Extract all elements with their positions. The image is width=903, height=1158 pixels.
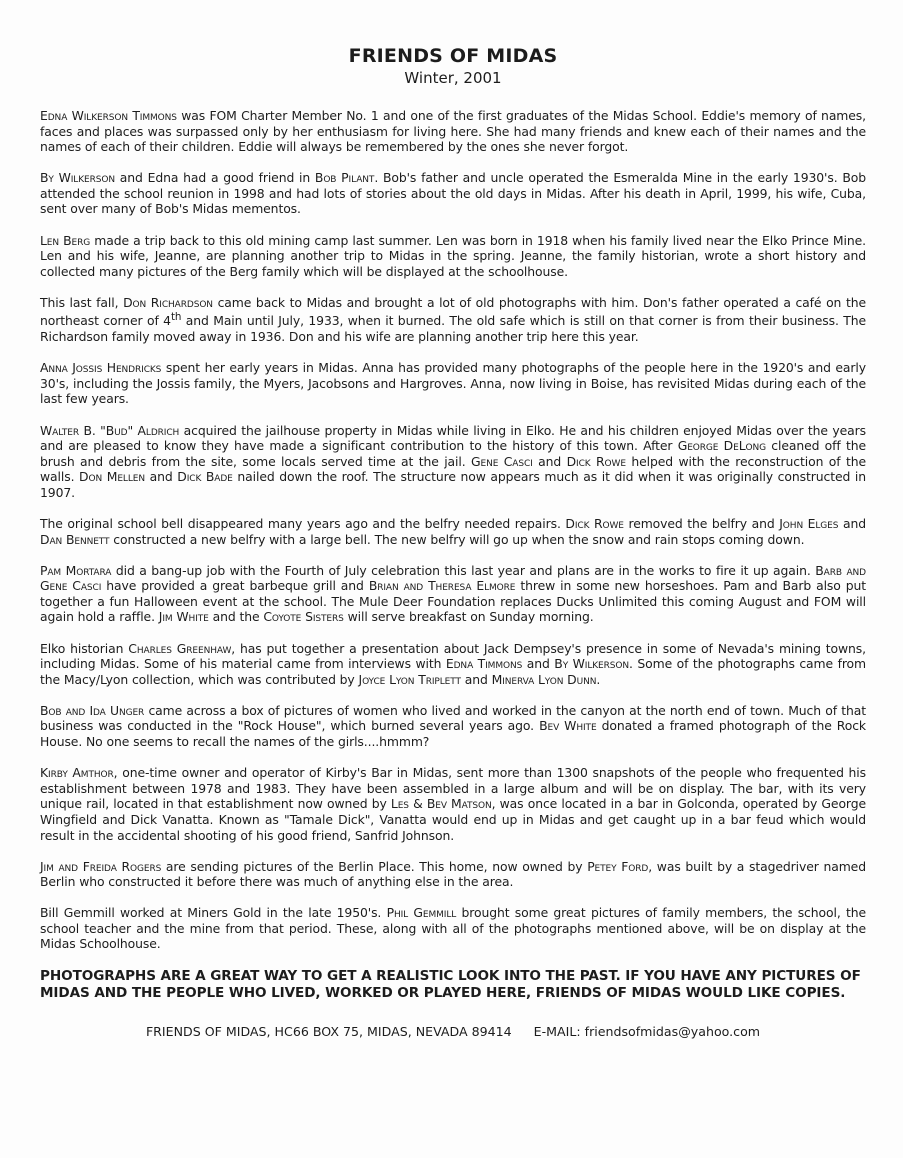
person-name: Bev White bbox=[539, 718, 597, 734]
paragraph-text: , has put together a presentation about Jack Dempsey's presence in some of Nevada's mining towns, including Midas. Some of his material came from interviews with bbox=[40, 640, 867, 672]
person-name: Len Berg bbox=[40, 232, 91, 248]
person-name: Bob and Ida Unger bbox=[40, 702, 145, 718]
paragraph-text: The original school bell disappeared many years ago and the belfry needed repairs. bbox=[40, 516, 566, 531]
article-paragraph bbox=[40, 765, 866, 843]
person-name: Dick Bade bbox=[177, 469, 233, 485]
paragraph-text: Elko historian bbox=[40, 640, 129, 656]
person-name: By Wilkerson bbox=[40, 170, 115, 186]
article-paragraph bbox=[40, 170, 866, 217]
paragraph-text: and bbox=[532, 453, 567, 469]
person-name: Anna Jossis Hendricks bbox=[40, 360, 162, 376]
paragraph-text: donated a framed photograph of the Rock House. No one seems to recall the names of the girls....hmmm? bbox=[40, 718, 866, 750]
person-name: Don Mellen bbox=[79, 469, 145, 485]
paragraph-text: and Edna had a good friend in bbox=[115, 170, 315, 186]
paragraph-text: made a trip back to this old mining camp last summer. Len was born in 1918 when his family lived near the Elko Prince Mine. Len and his wife, Jeanne, are planning another trip to Midas in the spring. Jeanne, the family historian, wrote a short history and collected many pictures of the Berg family which will be displayed at the schoolhouse. bbox=[40, 232, 866, 279]
article-paragraph bbox=[40, 360, 866, 407]
article-paragraph bbox=[40, 295, 866, 345]
person-name: Les & Bev Matson bbox=[390, 796, 492, 812]
paragraph-text: helped with the reconstruction of the walls. bbox=[40, 453, 866, 485]
paragraph-text: brought some great pictures of family members, the school, the school teacher and the mine from that period. These, along with all of the photographs mentioned above, will be on display at the Midas Schoolhouse. bbox=[40, 905, 866, 952]
person-name: Phil Gemmill bbox=[386, 905, 457, 921]
person-name: Pam Mortara bbox=[40, 562, 112, 578]
newsletter-title: FRIENDS OF MIDAS bbox=[348, 45, 558, 67]
paragraph-text: , one-time owner and operator of Kirby's Bar in Midas, sent more than 1300 snapshots of the people who frequented his establishment between 1978 and 1983. They have been assembled in a large album and will be on display. The bar, with its very unique rail, located in that establishment now owned by bbox=[40, 765, 867, 812]
email-address: E-MAIL: friendsofmidas@yahoo.com bbox=[533, 1023, 761, 1039]
paragraph-text: , was once located in a bar in Golconda, operated by George Wingfield and Dick Vanatta. Known as "Tamale Dick", Vanatta would end up in Midas and get caught up in a bar feud which would result in the accidental shooting of his good friend, Sanfrid Johnson. bbox=[40, 796, 866, 843]
paragraph-text: threw in some new horseshoes. Pam and Barb also put together a fun Halloween event at the school. The Mule Deer Foundation replaces Ducks Unlimited this coming August and FOM will again hold a raffle. bbox=[40, 578, 867, 625]
superscript: th bbox=[170, 311, 182, 324]
person-name: Don Richardson bbox=[123, 294, 213, 310]
person-name: Petey Ford bbox=[587, 858, 649, 874]
article-paragraph bbox=[40, 859, 866, 890]
paragraph-text: removed the belfry and bbox=[623, 516, 780, 531]
article-paragraph bbox=[40, 563, 866, 625]
person-name: Brian and Theresa Elmore bbox=[368, 578, 516, 594]
paragraph-text: will serve breakfast on Sunday morning. bbox=[343, 609, 594, 625]
person-name: Barb and Gene Casci bbox=[40, 562, 867, 594]
paragraph-text: are sending pictures of the Berlin Place. This home, now owned by bbox=[161, 858, 588, 874]
paragraph-text: and bbox=[460, 671, 492, 687]
person-name: Gene Casci bbox=[471, 453, 533, 469]
person-name: Joyce Lyon Triplett bbox=[358, 671, 461, 687]
article-paragraph bbox=[40, 641, 866, 688]
article-paragraph bbox=[40, 423, 866, 501]
article-paragraph bbox=[40, 516, 866, 547]
paragraph-text: nailed down the roof. The structure now appears much as it did when it was originally constructed in 1907. bbox=[40, 469, 866, 500]
paragraph-text: came across a box of pictures of women who lived and worked in the canyon at the north end of town. Much of that business was conducted in the "Rock House", which burned several years ago. bbox=[40, 702, 866, 734]
article-paragraph bbox=[40, 703, 866, 750]
paragraph-text: . Some of the photographs came from the Macy/Lyon collection, which was contributed by bbox=[40, 656, 867, 687]
person-name: Dan Bennett bbox=[40, 531, 110, 547]
person-name: By Wilkerson bbox=[554, 656, 630, 672]
paragraph-text: Bill Gemmill worked at Miners Gold in the late 1950's. bbox=[40, 905, 387, 921]
person-name: Bob Pilant bbox=[314, 170, 375, 186]
person-name: Kirby Amthor bbox=[40, 765, 114, 781]
article-paragraph bbox=[40, 233, 866, 280]
paragraph-text: have provided a great barbeque grill and bbox=[101, 578, 369, 594]
person-name: Dick Rowe bbox=[565, 516, 624, 531]
paragraph-text: acquired the jailhouse property in Midas while living in Elko. He and his children enjoyed Midas over the years and are pleased to know they have made a significant contribution to the history of this town. After bbox=[40, 422, 867, 454]
person-name: Coyote Sisters bbox=[263, 609, 344, 625]
articles bbox=[40, 108, 866, 952]
mailing-address: FRIENDS OF MIDAS, HC66 BOX 75, MIDAS, NEVADA 89414 bbox=[145, 1023, 512, 1039]
person-name: Dick Rowe bbox=[566, 453, 626, 469]
paragraph-text: constructed a new belfry with a large bell. The new belfry will go up when the snow and rain stops coming down. bbox=[109, 531, 805, 547]
person-name: Walter B. "Bud" Aldrich bbox=[40, 422, 180, 438]
person-name: Jim and Freida Rogers bbox=[40, 858, 162, 874]
newsletter-page bbox=[40, 44, 866, 1040]
person-name: Charles Greenhaw bbox=[128, 640, 232, 656]
paragraph-text: did a bang-up job with the Fourth of July celebration this last year and plans are in the works to fire it up again. bbox=[111, 562, 816, 578]
person-name: Edna Timmons bbox=[445, 656, 523, 672]
paragraph-text: . Bob's father and uncle operated the Esmeralda Mine in the early 1930's. Bob attended the school reunion in 1998 and had lots of stories about the old days in Midas. After his death in April, 1999, his wife, Cuba, sent over many of Bob's Midas mementos. bbox=[40, 170, 867, 217]
paragraph-text: This last fall, bbox=[40, 294, 124, 310]
paragraph-text: and Main until July, 1933, when it burned. The old safe which is still on that corner is from their business. The Richardson family moved away in 1936. Don and his wife are planning another trip here this year. bbox=[40, 313, 866, 345]
issue-date: Winter, 2001 bbox=[404, 69, 502, 87]
paragraph-text: and bbox=[522, 656, 555, 672]
article-paragraph bbox=[40, 108, 866, 155]
paragraph-text: . bbox=[596, 671, 601, 687]
paragraph-text: was FOM Charter Member No. 1 and one of the first graduates of the Midas School. Eddie's memory of names, faces and places was surpassed only by her enthusiasm for living here. She had many friends and knew each of their names and the names of each of their children. Eddie will always be remembered by the ones she never forgot. bbox=[40, 108, 866, 155]
paragraph-text: came back to Midas and brought a lot of old photographs with him. Don's father operated a café on the northeast corner of 4 bbox=[40, 294, 866, 329]
person-name: Jim White bbox=[158, 609, 209, 625]
paragraph-text: , was built by a stagedriver named Berlin who constructed it before there was much of anything else in the area. bbox=[40, 858, 866, 890]
article-paragraph bbox=[40, 905, 866, 952]
paragraph-text: cleaned off the brush and debris from the site, some locals served time at the jail. bbox=[40, 438, 866, 469]
photo-appeal: PHOTOGRAPHS ARE A GREAT WAY TO GET A REALISTIC LOOK INTO THE PAST. IF YOU HAVE ANY PICTURES OF MIDAS AND THE PEOPLE WHO LIVED, WORKED OR PLAYED HERE, FRIENDS OF MIDAS WOULD LIKE COPIES. bbox=[40, 967, 861, 1001]
person-name: Edna Wilkerson Timmons bbox=[40, 108, 177, 123]
person-name: George DeLong bbox=[677, 438, 766, 454]
person-name: Minerva Lyon Dunn bbox=[491, 671, 597, 687]
paragraph-text: and bbox=[838, 516, 866, 531]
masthead bbox=[40, 44, 866, 88]
contact-footer bbox=[40, 1024, 866, 1040]
person-name: John Elges bbox=[779, 516, 839, 531]
paragraph-text: spent her early years in Midas. Anna has provided many photographs of the people here in the 1920's and early 30's, including the Jossis family, the Myers, Jacobsons and Hargroves. Anna, now living in Boise, has revisited Midas during each of the last few years. bbox=[40, 360, 866, 407]
paragraph-text: and the bbox=[208, 609, 264, 625]
paragraph-text: and bbox=[144, 469, 178, 485]
